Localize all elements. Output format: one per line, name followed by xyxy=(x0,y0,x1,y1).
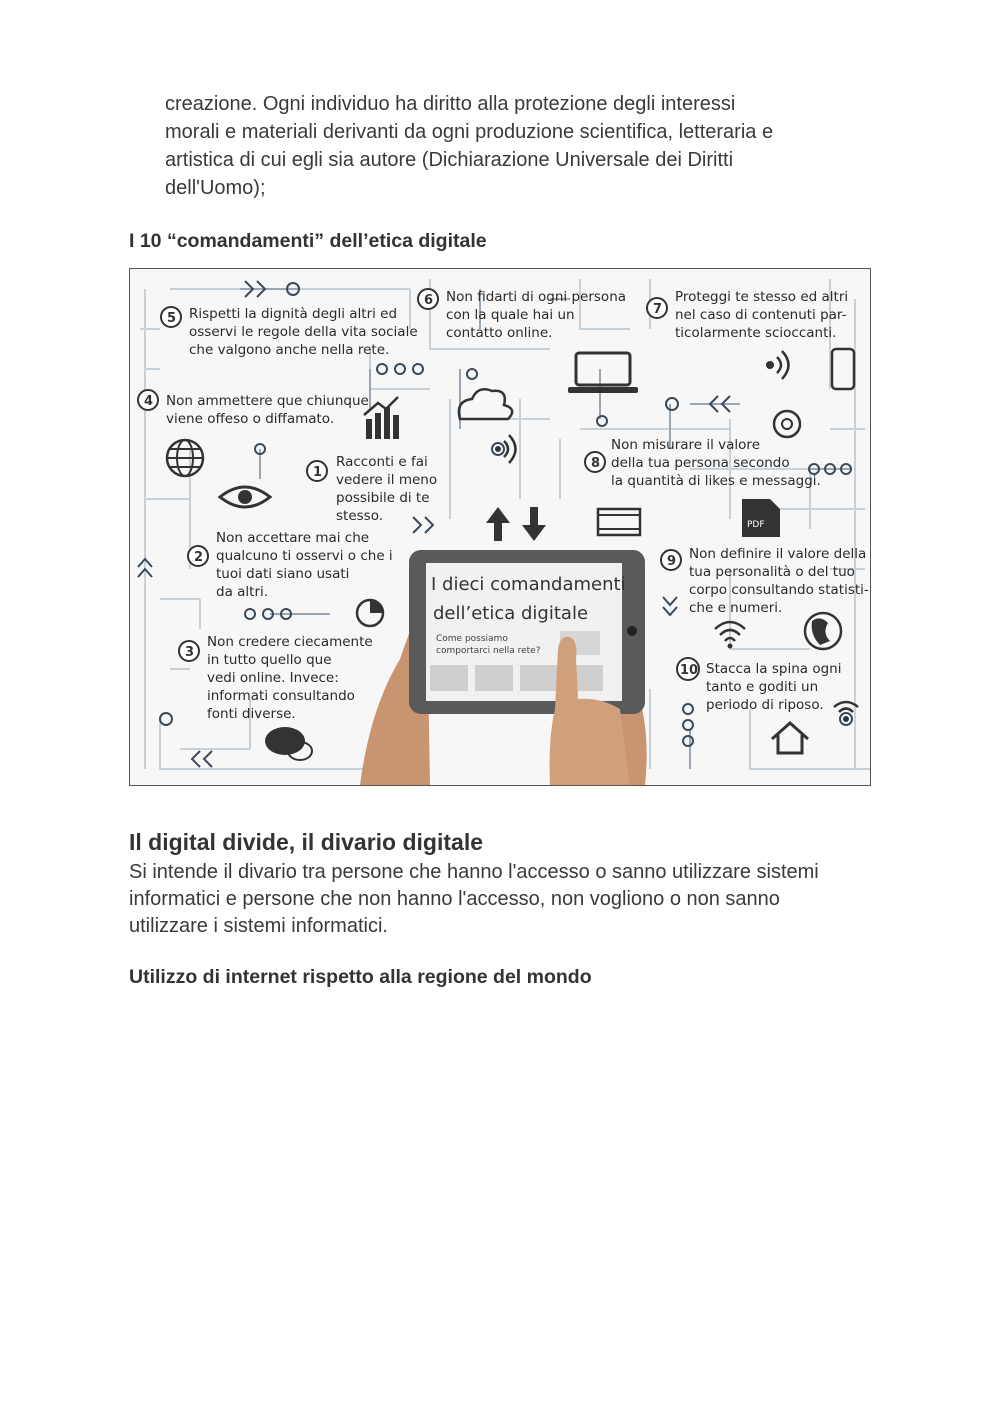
upload-download-arrows-icon xyxy=(486,507,546,541)
commandment-7-text: Proteggi te stesso ed altri nel caso di contenuti par- ticolarmente scioccanti. xyxy=(675,289,849,341)
tablet-title-line2: dell’etica digitale xyxy=(433,603,589,624)
badge-number: 2 xyxy=(194,550,204,565)
badge-7 xyxy=(647,298,667,318)
commandment-8-text: Non misurare il valore della tua persona secondo la quantità di likes e messaggi. xyxy=(611,437,821,489)
eye-icon xyxy=(220,487,270,507)
badge-2 xyxy=(188,546,208,566)
commandment-10-text: Stacca la spina ogni tanto e goditi un periodo di riposo. xyxy=(706,661,842,713)
badge-number: 3 xyxy=(185,645,195,660)
internet-usage-heading: Utilizzo di internet rispetto alla regione del mondo xyxy=(129,966,592,988)
digital-ethics-infographic xyxy=(129,268,871,786)
commandment-3-text: Non credere ciecamente in tutto quello que vedi online. Invece: informati consultando fonti diverse. xyxy=(207,634,373,722)
intro-line: dell'Uomo); xyxy=(165,177,266,199)
badge-number: 1 xyxy=(313,465,323,480)
badge-number: 8 xyxy=(591,456,601,471)
commandment-2-text: Non accettare mai che qualcuno ti osservi o che i tuoi dati siano usati da altri. xyxy=(216,530,393,600)
badge-number: 9 xyxy=(667,554,677,569)
speech-bubbles-icon xyxy=(265,727,312,760)
commandments-heading: I 10 “comandamenti” dell’etica digitale xyxy=(129,230,487,252)
badge-number: 6 xyxy=(424,293,434,308)
laptop-icon xyxy=(568,353,638,393)
intro-line: morali e materiali derivanti da ogni produzione scientifica, letteraria e xyxy=(165,121,774,143)
badge-number: 5 xyxy=(167,311,177,326)
pie-chart-icon xyxy=(357,600,383,626)
badge-9 xyxy=(661,550,681,570)
digital-divide-line: utilizzare i sistemi informatici. xyxy=(129,915,388,937)
digital-divide-paragraph xyxy=(129,859,889,940)
tablet-subtitle-line1: Come possiamo xyxy=(436,634,508,644)
smartphone-icon xyxy=(832,349,854,389)
globe-icon xyxy=(167,440,203,476)
intro-paragraph xyxy=(165,90,885,202)
film-strip-icon xyxy=(598,509,640,535)
commandment-6-text: Non fidarti di ogni persona con la quale hai un contatto online. xyxy=(446,289,627,341)
badge-1 xyxy=(307,461,327,481)
intro-line: artistica di cui egli sia autore (Dichiarazione Universale dei Diritti xyxy=(165,149,734,171)
badge-number: 10 xyxy=(680,663,699,678)
badge-6 xyxy=(418,289,438,309)
hands-holding-tablet xyxy=(360,550,647,785)
world-globe-icon xyxy=(805,613,841,649)
wifi-signal-icon xyxy=(495,435,516,463)
tablet-subtitle-line2: comportarci nella rete? xyxy=(436,646,541,656)
digital-divide-heading: Il digital divide, il divario digitale xyxy=(129,829,484,855)
commandment-5-text: Rispetti la dignità degli altri ed osservi le regole della vita sociale che valgono anche nella rete. xyxy=(189,306,418,358)
badge-number: 7 xyxy=(653,302,663,317)
cloud-icon xyxy=(459,389,512,419)
badge-4 xyxy=(138,390,158,410)
badge-3 xyxy=(179,641,199,661)
wifi-signal-icon xyxy=(766,351,789,379)
commandment-1-text: Racconti e fai vedere il meno possibile di te stesso. xyxy=(336,454,438,524)
badge-10 xyxy=(677,658,699,680)
digital-divide-line: informatici e persone che non hanno l'accesso, non vogliono o non sanno xyxy=(129,888,780,910)
digital-divide-line: Si intende il divario tra persone che hanno l'accesso o sanno utilizzare sistemi xyxy=(129,861,819,883)
badge-5 xyxy=(161,307,181,327)
commandment-9-text: Non definire il valore della tua personalità o del tuo corpo consultando statisti- che e numeri. xyxy=(689,546,869,616)
badge-number: 4 xyxy=(144,394,154,409)
home-icon xyxy=(772,723,808,753)
pdf-label: PDF xyxy=(747,520,765,530)
badge-8 xyxy=(585,452,605,472)
tablet-title-line1: I dieci comandamenti xyxy=(431,574,626,595)
pdf-document-icon xyxy=(742,499,780,537)
at-sign-icon xyxy=(774,411,800,437)
commandment-4-text: Non ammettere que chiunque viene offeso o diffamato. xyxy=(166,393,369,427)
intro-line: creazione. Ogni individuo ha diritto alla protezione degli interessi xyxy=(165,93,736,115)
